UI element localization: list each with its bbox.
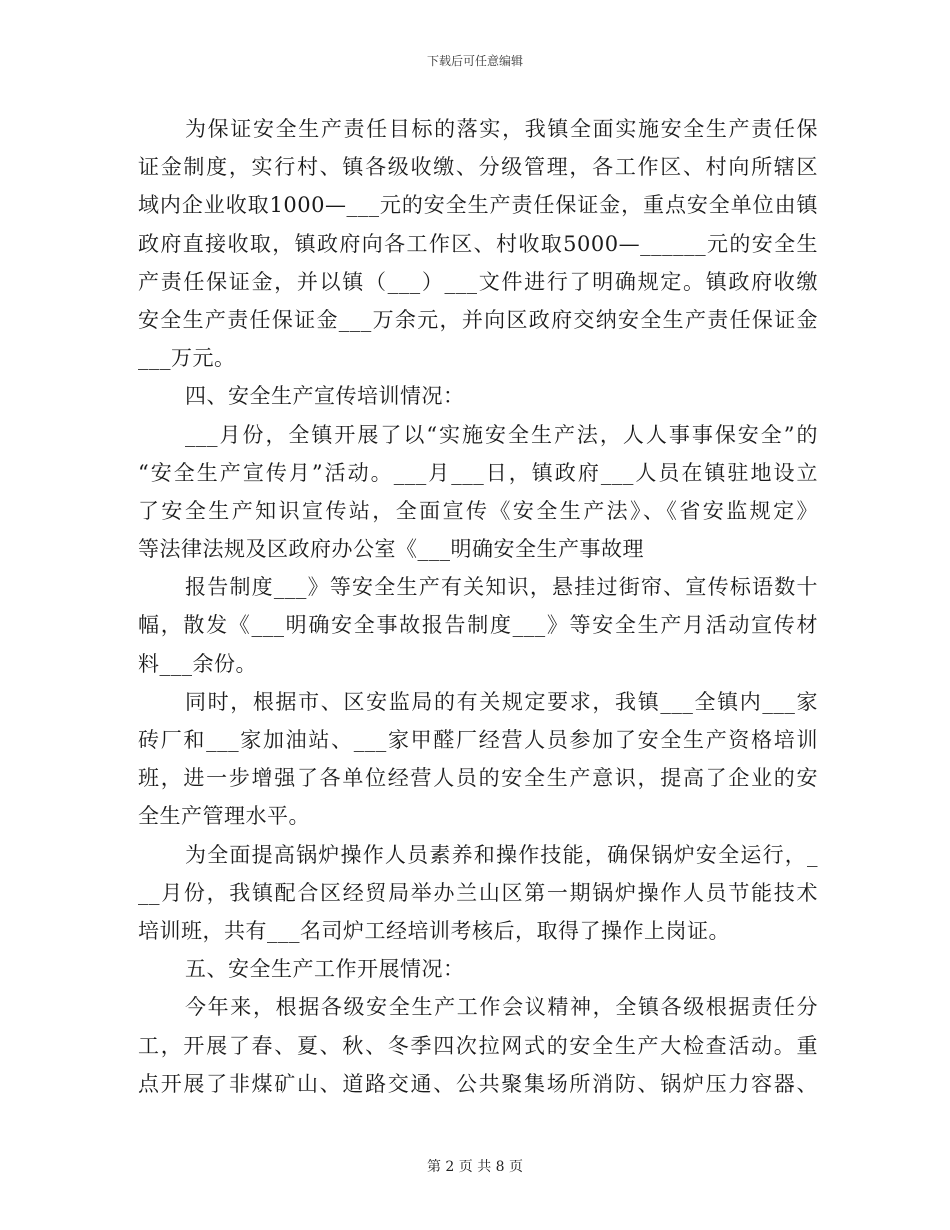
text-line: “安全生产宣传月”活动。___月___日，镇政府___人员在镇驻地设立 [138, 460, 818, 485]
text-line: 班，进一步增强了各单位经营人员的安全生产意识，提高了企业的安 [138, 766, 818, 791]
text-line: 同时，根据市、区安监局的有关规定要求，我镇___全镇内___家 [185, 689, 818, 714]
text-line: __月份，我镇配合区经贸局举办兰山区第一期锅炉操作人员节能技术 [138, 880, 818, 905]
document-body [138, 110, 818, 1103]
page-footer: 第 2 页 共 8 页 [426, 1159, 524, 1175]
text-line: 为保证安全生产责任目标的落实，我镇全面实施安全生产责任保 [185, 117, 818, 141]
text-line: 全生产管理水平。 [138, 804, 310, 829]
page-header: 下载后可任意编辑 [426, 54, 523, 68]
text-line: ___万元。 [138, 346, 236, 371]
text-line: 为全面提高锅炉操作人员素养和操作技能，确保锅炉安全运行，_ [185, 842, 818, 867]
text-line: 产责任保证金，并以镇（___）___文件进行了明确规定。镇政府收缴 [138, 269, 818, 294]
text-line: ___月份，全镇开展了以“实施安全生产法，人人事事保安全”的 [185, 422, 818, 447]
text-line: 料___余份。 [138, 651, 257, 676]
text-line: 政府直接收取，镇政府向各工作区、村收取5000—______元的安全生 [138, 231, 818, 256]
text-line: 四、安全生产宣传培训情况： [185, 384, 465, 409]
text-line: 砖厂和___家加油站、___家甲醛厂经营人员参加了安全生产资格培训 [138, 728, 818, 752]
text-line: 幅，散发《___明确安全事故报告制度___》等安全生产月活动宣传材 [138, 613, 818, 638]
text-line: 培训班，共有___名司炉工经培训考核后，取得了操作上岗证。 [138, 918, 730, 943]
text-line: 五、安全生产工作开展情况： [185, 957, 465, 982]
text-line: 域内企业收取1000—___元的安全生产责任保证金，重点安全单位由镇 [138, 193, 818, 218]
text-line: 工，开展了春、夏、秋、冬季四次拉网式的安全生产大检查活动。重 [138, 1033, 818, 1058]
text-line: 点开展了非煤矿山、道路交通、公共聚集场所消防、锅炉压力容器、 [138, 1071, 818, 1096]
text-line: 今年来，根据各级安全生产工作会议精神，全镇各级根据责任分 [185, 995, 818, 1020]
text-line: 了安全生产知识宣传站，全面宣传《安全生产法》、《省安监规定》 [138, 498, 818, 523]
text-line: 证金制度，实行村、镇各级收缴、分级管理，各工作区、村向所辖区 [138, 155, 818, 180]
text-line: 安全生产责任保证金___万余元，并向区政府交纳安全生产责任保证金 [138, 307, 818, 332]
text-line: 等法律法规及区政府办公室《___明确安全生产事故理 [138, 537, 644, 562]
text-line: 报告制度___》等安全生产有关知识，悬挂过街帘、宣传标语数十 [185, 575, 818, 600]
